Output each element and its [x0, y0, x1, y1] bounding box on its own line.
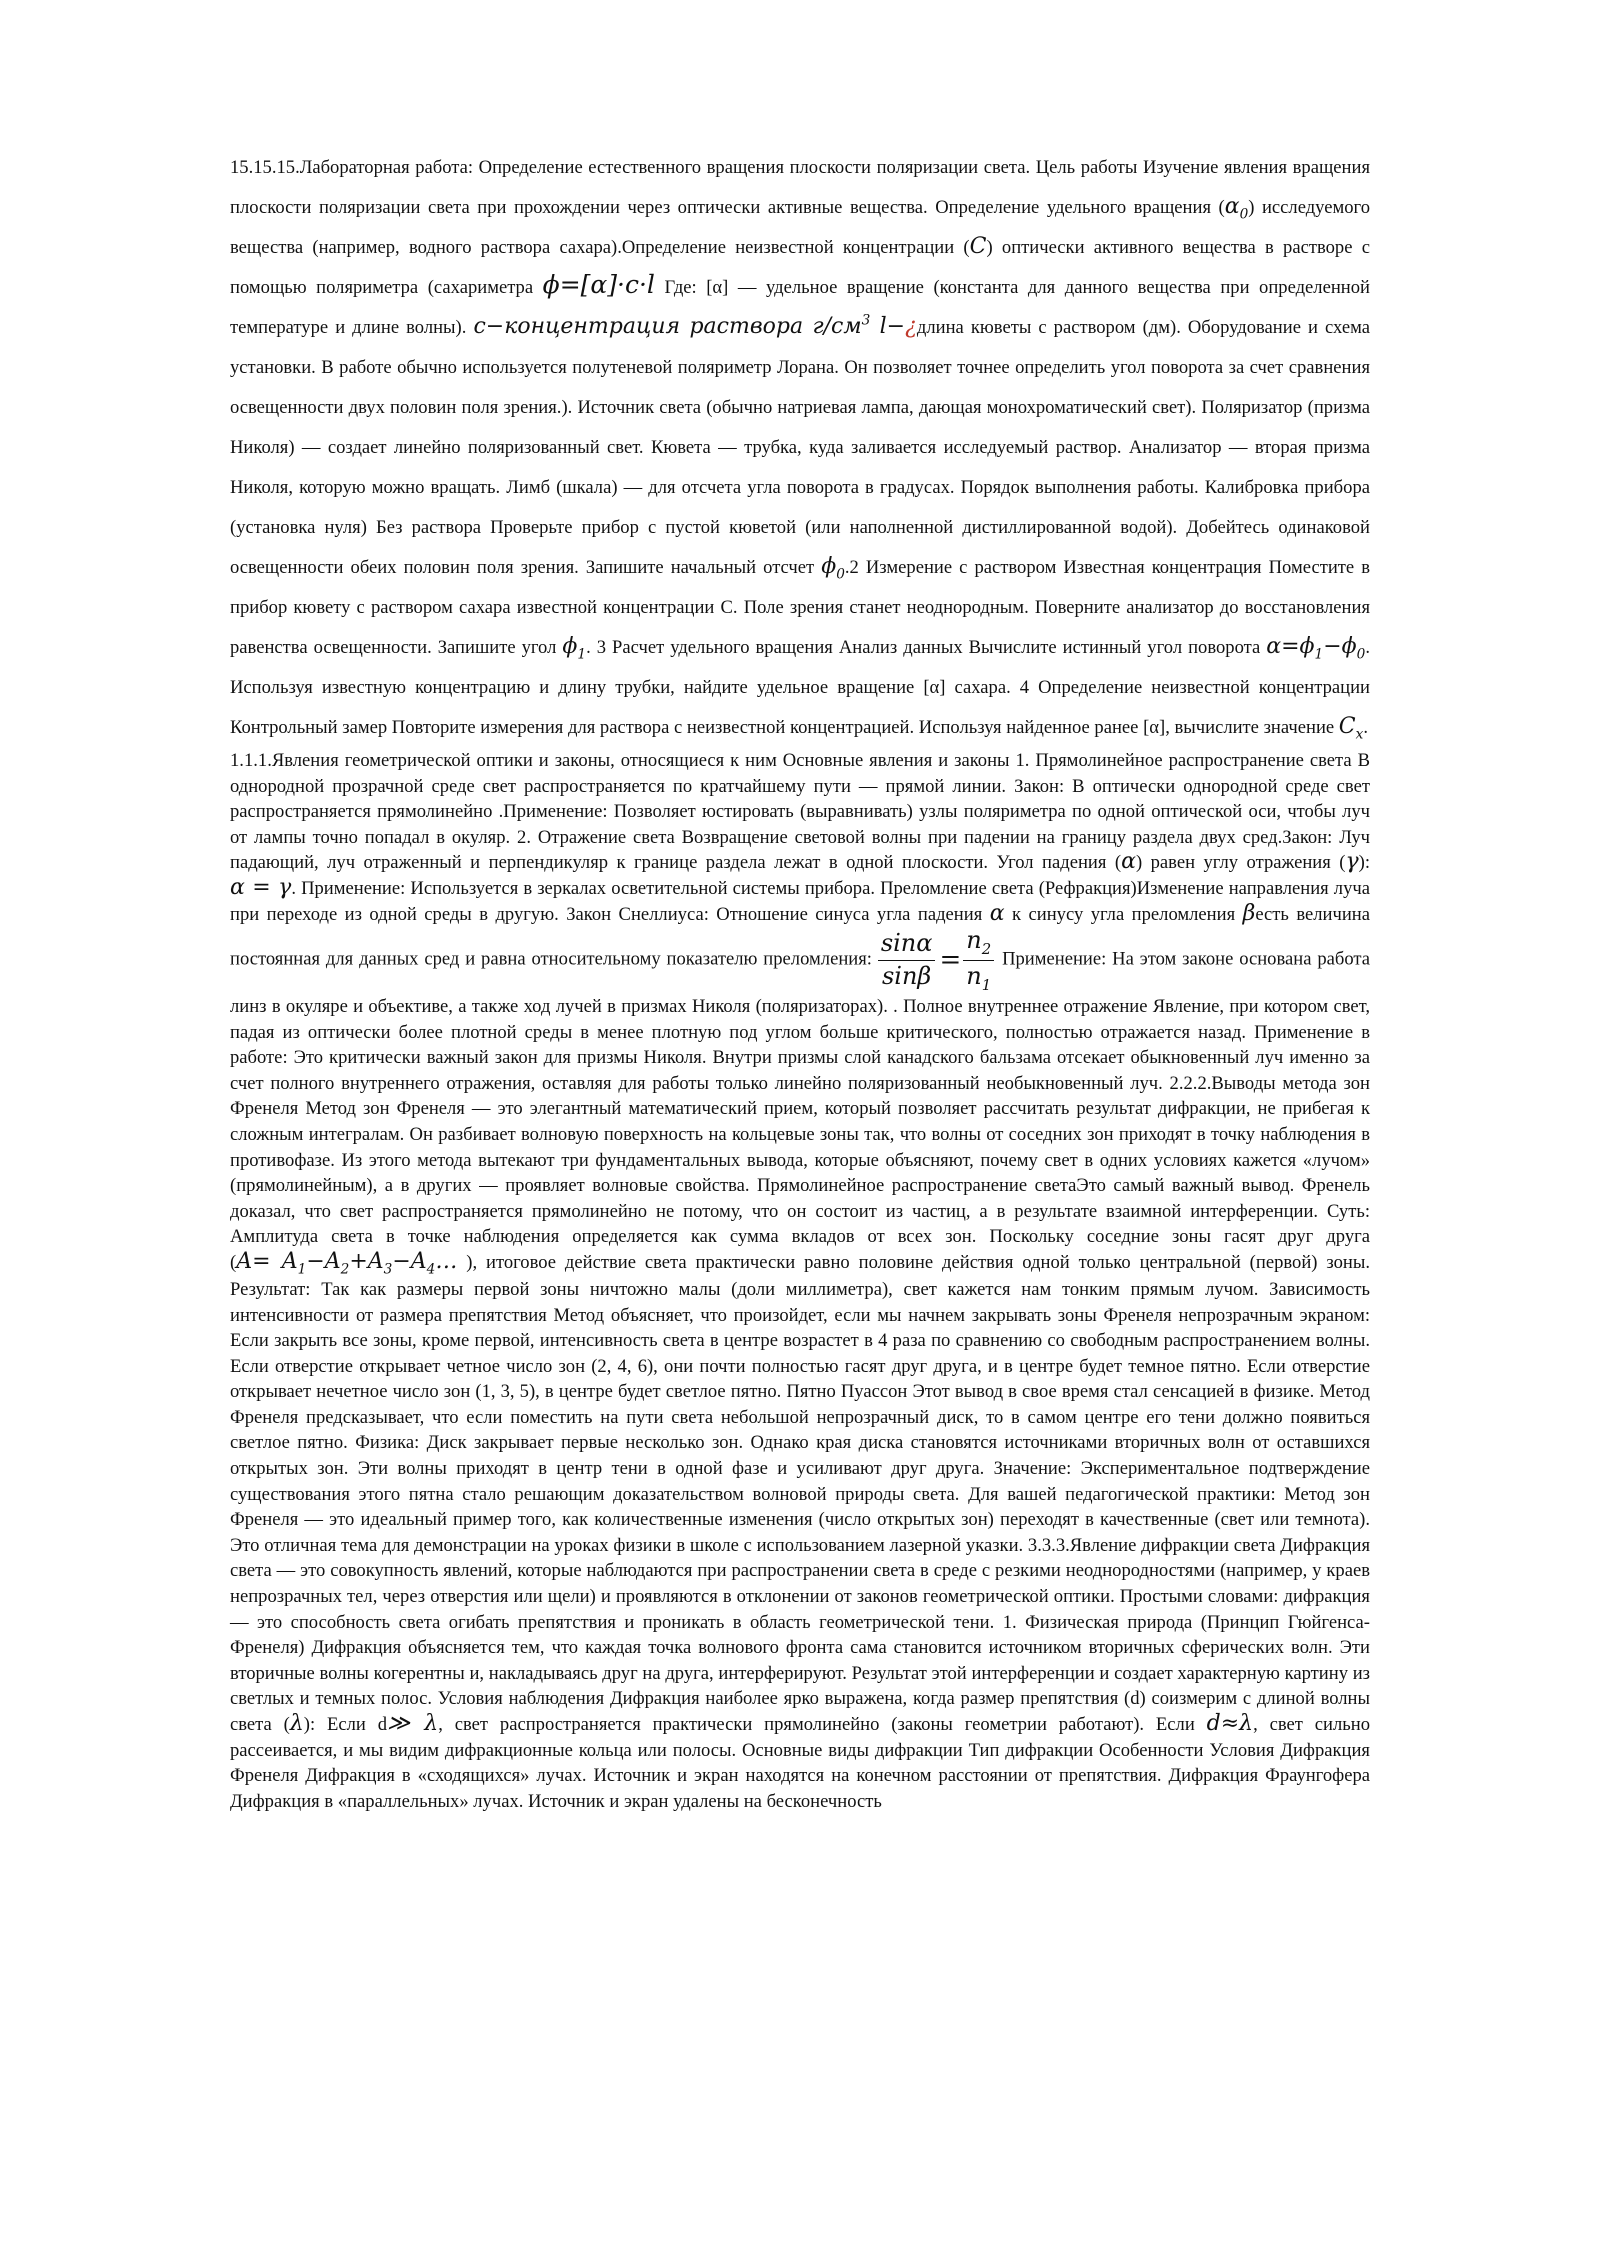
text-run: , свет распространяется практически прямолинейно (законы геометрии работают). Если	[438, 1714, 1207, 1735]
fraction-numerator	[963, 927, 994, 961]
math-symbol: l−	[870, 314, 906, 339]
math-subscript: 3	[383, 1261, 393, 1278]
math-symbol: A= A	[236, 1248, 298, 1274]
math-subscript: 2	[981, 939, 992, 958]
math-much-greater	[387, 1711, 438, 1736]
math-alpha0	[1224, 194, 1249, 223]
text-run: ) оптически активного вещества в растворе с помощью поляриметра (сахариметра	[230, 237, 1370, 298]
text-run: . 3 Расчет удельного вращения Анализ данных Вычислите истинный угол поворота	[586, 637, 1267, 658]
text-run: 1.1.1.Явления геометрической оптики и законы, относящиеся к ним Основные явления и законы 1. Прямолинейное распространение света В однородной прозрачной среде свет распространяется по кратчайшему пути — прямой линии. Закон: В оптически однородной среде свет распространяется прямолинейно .Применение: Позволяет юстировать (выравнивать) узлы поляриметра по одной оптической оси, чтобы луч от лампы точно попадал в окуляр. 2. Отражение света Возвращение световой волны при падении на границу раздела двух сред.Закон: Луч падающий, луч отраженный и перпендикуляр к границе раздела лежат в одной плоскости. Угол падения (	[230, 750, 1370, 874]
text-run: ):	[1358, 852, 1370, 874]
math-subscript: 0	[836, 566, 845, 583]
math-subscript: 1	[577, 646, 587, 663]
math-subscript: 1	[297, 1261, 307, 1278]
text-run: 15.15.15.Лабораторная работа: Определение естественного вращения плоскости поляризации света. Цель работы Изучение явления вращения плоскости поляризации света при прохождении через оптически активные вещества. Определение удельного вращения (	[230, 157, 1370, 218]
math-subscript: x	[1355, 726, 1364, 743]
paragraph-geometric-optics	[230, 748, 1370, 1814]
math-symbol: λ	[410, 1711, 439, 1736]
math-subscript: 2	[340, 1261, 350, 1278]
math-lambda: λ	[289, 1711, 304, 1736]
math-symbol: −A	[306, 1248, 341, 1274]
math-subscript: 1	[981, 975, 992, 994]
math-alpha: α	[989, 900, 1005, 926]
text-run: ) исследуемого вещества (например, водного раствора сахара).Определение неизвестной концентрации (	[230, 197, 1370, 258]
text-run: длина кюветы с раствором (дм). Оборудование и схема установки. В работе обычно используется полутеневой поляриметр Лорана. Он позволяет точнее определить угол поворота за счет сравнения освещенности двух половин поля зрения.). Источник света (обычно натриевая лампа, дающая монохроматический свет). Поляризатор (призма Николя) — создает линейно поляризованный свет. Кювета — трубка, куда заливается исследуемый раствор. Анализатор — вторая призма Николя, которую можно вращать. Лимб (шкала) — для отсчета угла поворота в градусах. Порядок выполнения работы. Калибровка прибора (установка нуля) Без раствора Проверьте прибор с пустой кюветой (или наполненной дистиллированной водой). Добейтесь одинаковой освещенности обеих половин поля зрения. Запишите начальный отсчет	[230, 317, 1370, 578]
math-alpha: α	[1121, 849, 1136, 875]
math-gamma: γ	[1345, 849, 1359, 875]
math-snell-fraction-left	[878, 930, 936, 990]
math-phi0	[821, 554, 845, 583]
text-run: , свет сильно рассеивается, и мы видим дифракционные кольца или полосы. Основные виды дифракции Тип дифракции Особенности Условия Дифракция Френеля Дифракция в «сходящихся» лучах. Источник и экран находятся на конечном расстоянии от препятствия. Дифракция Фраунгофера Дифракция в «параллельных» лучах. Источник и экран удалены на бесконечность	[230, 1714, 1370, 1812]
text-run: Где: [α] — удельное вращение (константа для данного вещества при определенной температуре и длине волны).	[230, 277, 1370, 338]
text-run: .2 Измерение с раствором Известная концентрация Поместите в прибор кювету с раствором сахара известной концентрации C. Поле зрения станет неоднородным. Поверните анализатор до восстановления равенства освещенности. Запишите угол	[230, 557, 1370, 658]
math-symbol: −A	[392, 1248, 427, 1274]
math-snell-fraction-right	[963, 927, 994, 994]
math-symbol: ≫	[387, 1711, 411, 1736]
document-page	[230, 148, 1370, 1814]
math-symbol: n	[966, 962, 982, 991]
math-symbol: ϕ	[821, 554, 837, 579]
text-run: к синусу угла преломления	[1004, 903, 1243, 925]
text-run: Применение: На этом законе основана работа линз в окуляре и объективе, а также ход лучей в призмах Николя (поляризаторах). . Полное внутреннее отражение Явление, при котором свет, падая из оптически более плотной среды в менее плотную под углом больше критического, полностью отражается назад. Применение в работе: Это критически важный закон для призмы Николя. Внутри призмы слой канадского бальзама отсекает обыкновенный луч именно за счет полного внутреннего отражения, оставляя для работы только линейно поляризованный необыкновенный луч. 2.2.2.Выводы метода зон Френеля Метод зон Френеля — это элегантный математический прием, который позволяет рассчитать результат дифракции, не прибегая к сложным интегралам. Он разбивает волновую поверхность на кольцевые зоны так, что волны от соседних зон приходят в точку наблюдения в противофазе. Из этого метода вытекают три фундаментальных вывода, которые объясняют, почему свет в одних условиях кажется «лучом» (прямолинейным), а в других — проявляет волновые свойства. Прямолинейное распространение светаЭто самый важный вывод. Френель доказал, что свет распространяется прямолинейно не потому, что он состоит из частиц, а в результате взаимной интерференции. Суть: Амплитуда света в точке наблюдения определяется как сумма вкладов от всех зон. Поскольку соседние зоны гасят друг друга (	[230, 948, 1370, 1273]
math-subscript: 0	[1239, 206, 1249, 223]
math-beta: β	[1242, 900, 1256, 926]
fraction-denominator: sinβ	[881, 962, 932, 991]
math-subscript: 4	[426, 1261, 436, 1278]
text-run: ) равен углу отражения (	[1135, 852, 1346, 874]
math-superscript: 3	[861, 312, 871, 329]
math-rotation-angle	[1266, 634, 1366, 663]
math-symbol: c−концентрация раствора г/см	[473, 314, 862, 339]
paragraph-polarimetry-lab	[230, 148, 1370, 748]
math-concentration	[473, 314, 916, 339]
fraction-denominator	[963, 961, 994, 994]
text-run: . Используя известную концентрацию и длину трубки, найдите удельное вращение [α] сахара. 4 Определение неизвестной концентрации Контрольный замер Повторите измерения для раствора с неизвестной концентрацией. Используя найденное ранее [α], вычислите значение	[230, 637, 1370, 738]
math-symbol: n	[966, 926, 982, 955]
math-symbol: …	[435, 1248, 458, 1274]
text-run: ): Если d	[303, 1714, 388, 1735]
math-reflection-law: α = γ	[230, 874, 292, 900]
math-c: C	[969, 234, 987, 259]
math-subscript: 0	[1356, 646, 1366, 663]
math-symbol: −ϕ	[1323, 634, 1357, 659]
math-subscript: 1	[1314, 646, 1324, 663]
text-run: ), итоговое действие света практически равно половине действия одной только центральной (первой) зоны. Результат: Так как размеры первой зоны ничтожно малы (доли миллиметра), свет кажется нам тонким прямым лучом. Зависимость интенсивности от размера препятствия Метод объясняет, что произойдет, если мы начнем закрывать зоны Френеля непрозрачным экраном: Если закрыть все зоны, кроме первой, интенсивность света в центре возрастет в 4 раза по сравнению со свободным распространением волны. Если отверстие открывает четное число зон (2, 4, 6), они почти полностью гасят друг друга, и в центре будет темное пятно. Если отверстие открывает нечетное число зон (1, 3, 5), в центре будет светлое пятно. Пятно Пуассон Этот вывод в свое время стал сенсацией в физике. Метод Френеля предсказывает, что если поместить на пути света небольшой непрозрачный диск, то в самом центре его тени должно появиться светлое пятно. Физика: Диск закрывает первые несколько зон. Однако края диска становятся источниками вторичных волн от оставшихся открытых зон. Эти волны приходят в центр тени в одной фазе и усиливают друг друга. Значение: Экспериментальное подтверждение существования этого пятна стало решающим доказательством волновой природы света. Для вашей педагогической практики: Метод зон Френеля — это идеальный пример того, как количественные изменения (число открытых зон) переходят в качественные (свет или темнота). Это отличная тема для демонстрации на уроках физики в школе с использованием лазерной указки. 3.3.3.Явление дифракции света Дифракция света — это совокупность явлений, которые наблюдаются при распространении света в среде с резкими неоднородностями (например, у краев непрозрачных тел, через отверстия или щели) и проявляются в отклонении от законов геометрической оптики. Простыми словами: дифракция — это способность света огибать препятствия и проникать в область геометрической тени. 1. Физическая природа (Принцип Гюйгенса-Френеля) Дифракция объясняется тем, что каждая точка волнового фронта сама становится источником вторичных сферических волн. Эти вторичные волны когерентны и, накладываясь друг на друга, интерферируют. Результат этой интерференции и создает характерную картину из светлых и темных полос. Условия наблюдения Дифракция наиболее ярко выражена, когда размер препятствия (d) соизмерим с длиной волны света (	[230, 1251, 1370, 1735]
math-error-glyph: ¿	[905, 314, 917, 339]
text-run: есть величина постоянная для данных сред и равна относительному показателю преломления:	[230, 903, 1370, 970]
fraction-numerator: sinα	[878, 930, 936, 961]
math-equals: =	[939, 944, 962, 975]
math-phi1	[562, 634, 587, 663]
math-rotation-formula: ϕ=[α]·c·l	[542, 270, 655, 299]
math-symbol: α	[1224, 194, 1240, 219]
math-symbol: ϕ	[562, 634, 578, 659]
text-run: .	[1363, 717, 1368, 738]
math-approx: d≈λ	[1206, 1711, 1254, 1736]
math-amplitude-sum	[236, 1248, 458, 1278]
math-symbol: α=ϕ	[1266, 634, 1315, 659]
math-symbol: C	[1338, 714, 1356, 739]
math-cx	[1338, 714, 1364, 743]
text-run: . Применение: Используется в зеркалах осветительной системы прибора. Преломление света (Рефракция)Изменение направления луча при переходе из одной среды в другую. Закон Снеллиуса: Отношение синуса угла падения	[230, 877, 1370, 925]
math-symbol: +A	[349, 1248, 384, 1274]
